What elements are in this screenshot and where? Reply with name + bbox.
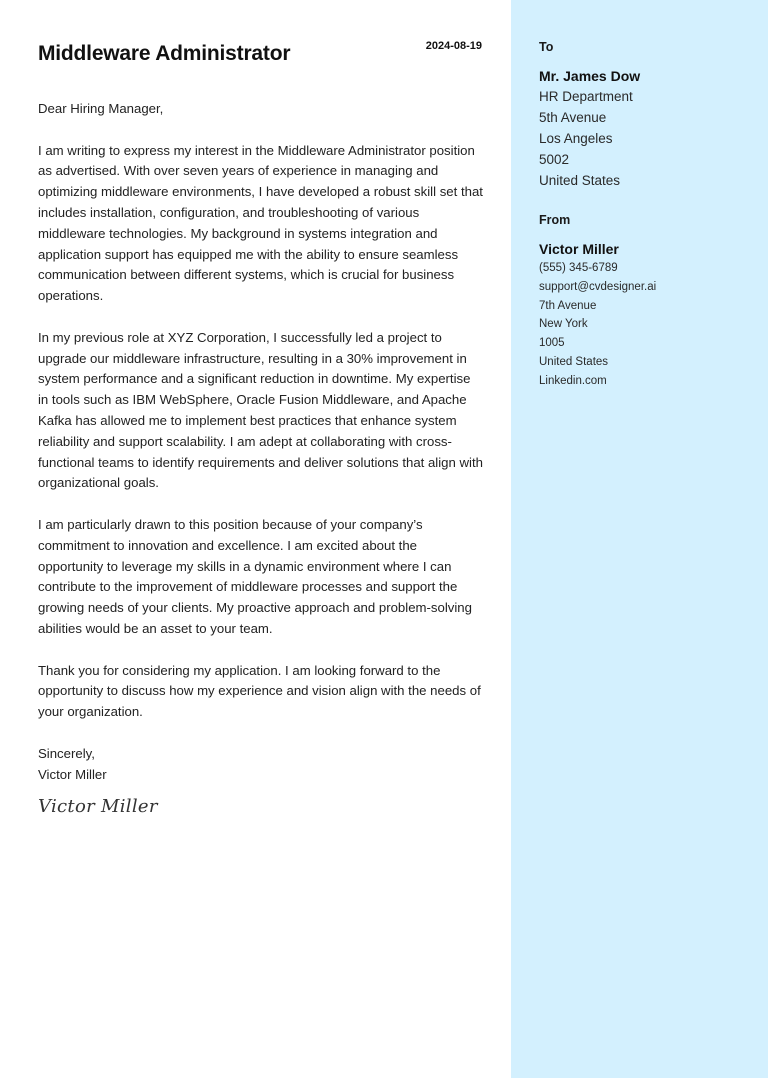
recipient-block: [539, 40, 754, 191]
recipient-heading: To: [539, 40, 554, 54]
letter-date: 2024-08-19: [425, 40, 482, 52]
recipient-country: United States: [539, 173, 621, 188]
sender-block: [539, 213, 754, 391]
sender-city: New York: [539, 318, 588, 331]
sender-phone: (555) 345-6789: [539, 262, 618, 274]
recipient-name: Mr. James Dow: [539, 68, 641, 84]
recipient-department: HR Department: [539, 89, 633, 104]
letter-paragraph: Thank you for considering my application. I am looking forward to the opportunity to discuss how my experience and vision align with the needs of your organization.: [38, 662, 481, 720]
sender-postal: 1005: [539, 337, 565, 350]
letter-paragraph: I am particularly drawn to this position because of your company’s commitment to innovation and excellence. I am excited about the opportunity to leverage my skills in a dynamic environment where I can contribute to the improvement of middleware processes and support the growing needs of your clients. My proactive approach and problem-solving abilities would be an asset to your team.: [38, 516, 472, 636]
handwritten-signature: Victor Miller: [38, 796, 158, 817]
recipient-city: Los Angeles: [539, 131, 613, 146]
closing-name: Victor Miller: [38, 766, 107, 782]
sender-email: support@cvdesigner.ai: [539, 280, 657, 293]
sender-street: 7th Avenue: [539, 299, 597, 312]
page-title: Middleware Administrator: [38, 42, 291, 65]
sender-heading: From: [539, 213, 571, 227]
closing: Sincerely,: [38, 745, 95, 761]
recipient-street: 5th Avenue: [539, 110, 607, 125]
letter-paragraph: I am writing to express my interest in the Middleware Administrator position as advertised. With over seven years of experience in managing and optimizing middleware environments, I have developed a robust skill set that includes installation, configuration, and troubleshooting of various middleware technologies. My background in systems integration and application support has equipped me with the ability to ensure seamless communication between different systems, which is crucial for business operations.: [38, 142, 483, 304]
sender-country: United States: [539, 355, 609, 368]
letter-paragraph: In my previous role at XYZ Corporation, I successfully led a project to upgrade our middleware infrastructure, resulting in a 30% improvement in system performance and a significant reduction in downtime. My expertise in tools such as IBM WebSphere, Oracle Fusion Middleware, and Apache Kafka has allowed me to implement best practices that enhance system reliability and support scalability. I am adept at collaborating with cross-functional teams to identify requirements and deliver solutions that align with organizational goals.: [38, 329, 483, 491]
sender-name: Victor Miller: [539, 241, 619, 257]
sender-website: Linkedin.com: [539, 374, 607, 387]
salutation: Dear Hiring Manager,: [38, 101, 164, 116]
letter-body: [38, 99, 484, 785]
recipient-postal: 5002: [539, 152, 570, 167]
